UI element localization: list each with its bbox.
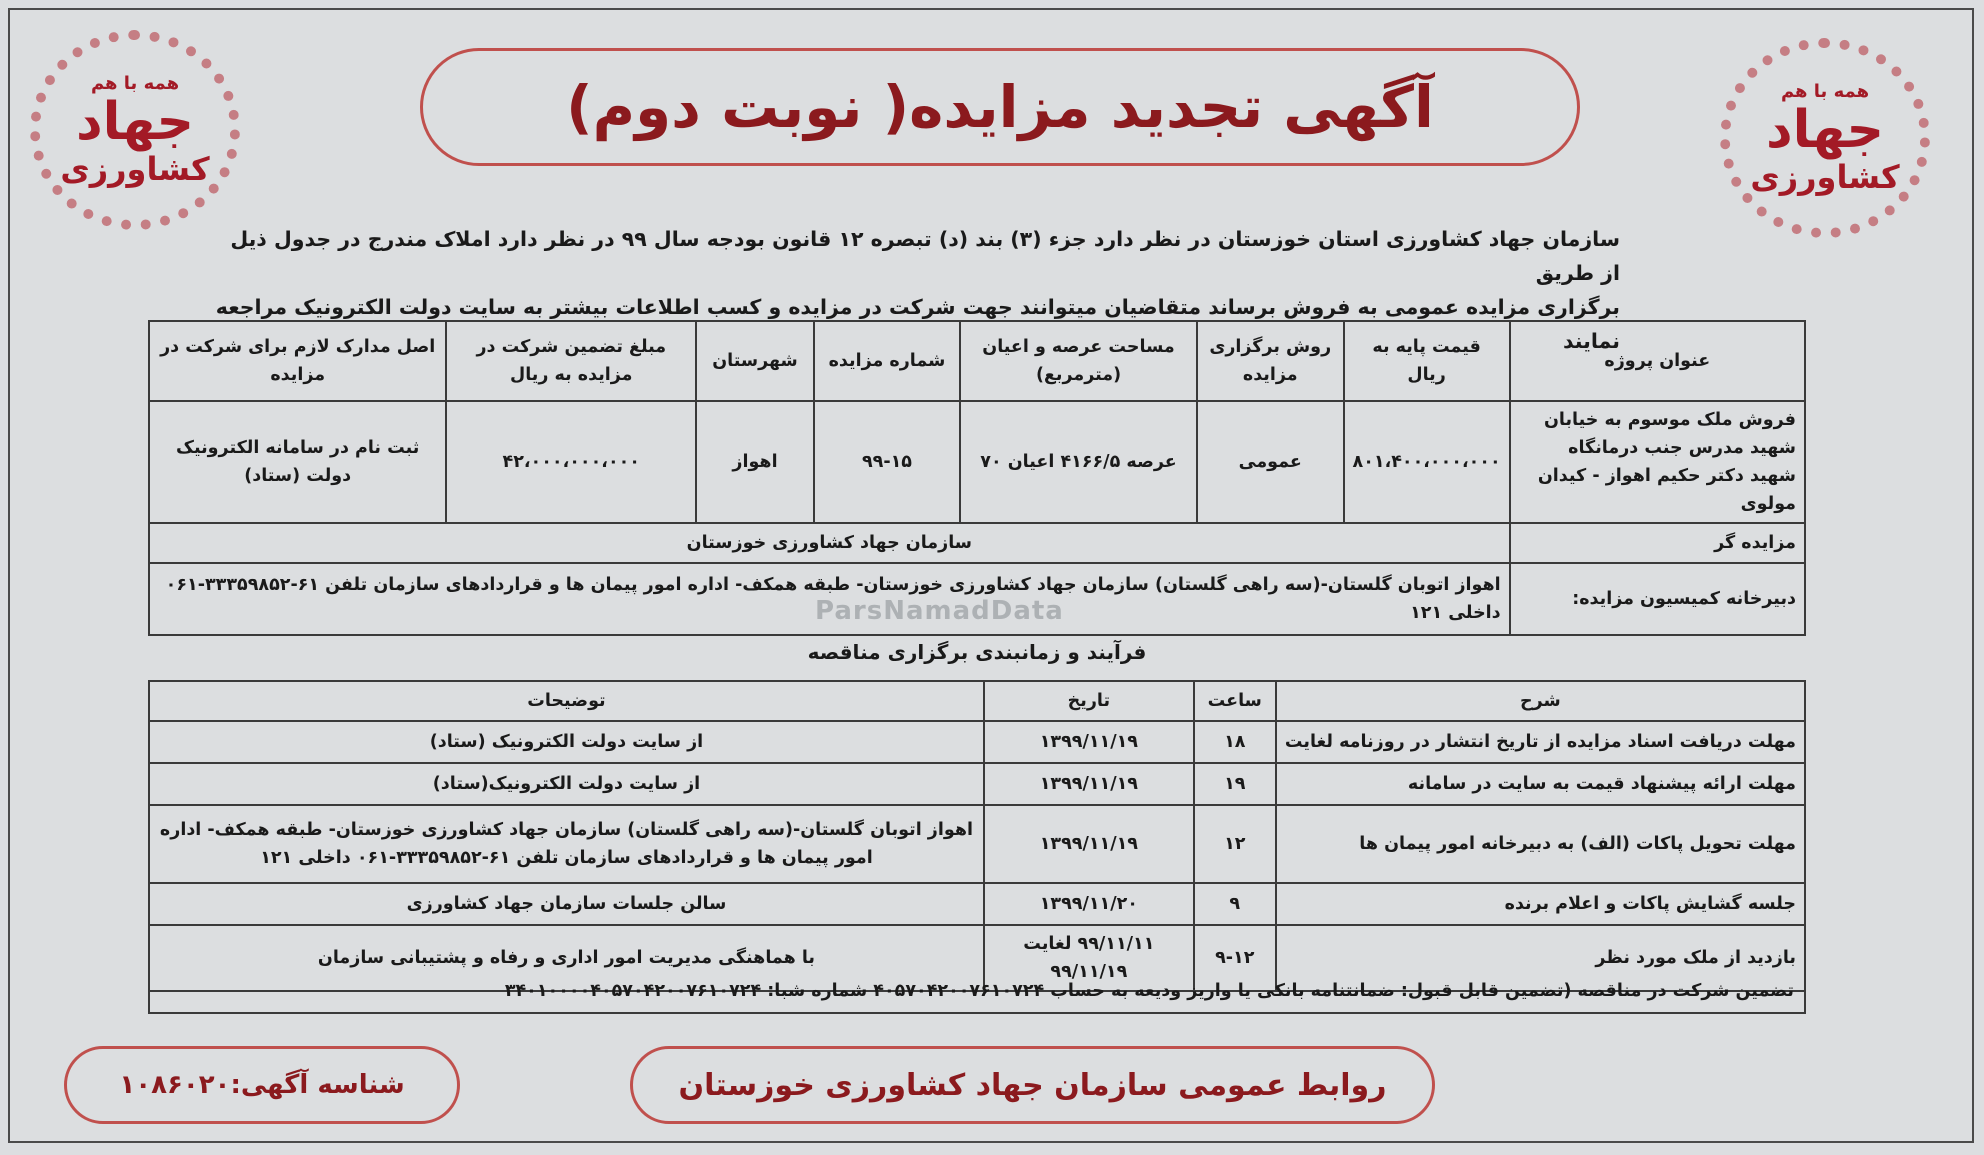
cell-documents: ثبت نام در سامانه الکترونیک دولت (ستاد) <box>149 401 446 523</box>
schedule-notes: با هماهنگی مدیریت امور اداری و رفاه و پشتیبانی سازمان <box>149 925 984 991</box>
cell-auction-number: ۹۹-۱۵ <box>814 401 960 523</box>
table-row <box>149 721 1805 763</box>
cell-city: اهواز <box>696 401 814 523</box>
schedule-notes: از سایت دولت الکترونیک(ستاد) <box>149 763 984 805</box>
header-area: مساحت عرصه و اعیان (مترمربع) <box>960 321 1197 401</box>
logo-mid-text: جهاد <box>76 91 195 152</box>
header-documents: اصل مدارک لازم برای شرکت در مزایده <box>149 321 446 401</box>
header-city: شهرستان <box>696 321 814 401</box>
logo-top-text: همه با هم <box>90 72 180 94</box>
auction-table <box>148 320 1806 636</box>
jahad-logo-right <box>1720 38 1930 238</box>
schedule-header-notes: توضیحات <box>149 681 984 721</box>
schedule-description: جلسه گشایش پاکات و اعلام برنده <box>1276 883 1805 925</box>
schedule-description: مهلت دریافت اسناد مزایده از تاریخ انتشار در روزنامه لغایت <box>1276 721 1805 763</box>
schedule-hour: ۱۲ <box>1194 805 1276 883</box>
table-row <box>149 805 1805 883</box>
cell-guarantee-amount: ۴۲،۰۰۰،۰۰۰،۰۰۰ <box>446 401 696 523</box>
header-base-price: قیمت پایه به ریال <box>1344 321 1510 401</box>
header-method: روش برگزاری مزایده <box>1197 321 1344 401</box>
schedule-date: ۱۳۹۹/۱۱/۱۹ <box>984 763 1194 805</box>
cell-base-price: ۸۰۱،۴۰۰،۰۰۰،۰۰۰ <box>1344 401 1510 523</box>
schedule-hour: ۱۸ <box>1194 721 1276 763</box>
table-row <box>149 883 1805 925</box>
schedule-table <box>148 680 1806 992</box>
auctioneer-value: سازمان جهاد کشاورزی خوزستان <box>149 523 1510 563</box>
jahad-logo-left <box>30 30 240 230</box>
schedule-header-hour: ساعت <box>1194 681 1276 721</box>
footer-public-relations: روابط عمومی سازمان جهاد کشاورزی خوزستان <box>630 1046 1435 1124</box>
schedule-header-date: تاریخ <box>984 681 1194 721</box>
cell-method: عمومی <box>1197 401 1344 523</box>
guarantee-note: تضمین شرکت در مناقصه (تضمین قابل قبول: ضمانتنامه بانکی یا واریز ودیعه به حساب ۴۰۵۷۰۴۲۰۰۷۶۱۰۷۲۴ شماره شبا: ۳۴۰۱۰۰۰۰۴۰۵۷۰۴۲۰۰۷۶۱۰۷۲۴ <box>148 978 1806 1014</box>
auctioneer-label: مزایده گر <box>1510 523 1805 563</box>
page-title: آگهی تجدید مزایده( نوبت دوم) <box>566 73 1434 141</box>
title-banner <box>420 48 1580 166</box>
header-guarantee-amount: مبلغ تضمین شرکت در مزایده به ریال <box>446 321 696 401</box>
header-project-title: عنوان پروژه <box>1510 321 1805 401</box>
logo-bottom-text: کشاورزی <box>1750 157 1900 196</box>
secretariat-label: دبیرخانه کمیسیون مزایده: <box>1510 563 1805 635</box>
schedule-date: ۱۳۹۹/۱۱/۱۹ <box>984 721 1194 763</box>
process-title: فرآیند و زمانبندی برگزاری مناقصه <box>807 640 1147 664</box>
footer-ad-id: شناسه آگهی:۱۰۸۶۰۲۰ <box>64 1046 460 1124</box>
intro-line: برگزاری مزایده عمومی به فروش برساند متقاضیان میتوانند جهت شرکت در مزایده و کسب اطلاعات بیشتر به سایت دولت الکترونیک مراجعه نمایند <box>215 295 1620 353</box>
schedule-hour: ۹-۱۲ <box>1194 925 1276 991</box>
logo-top-text: همه با هم <box>1780 80 1870 102</box>
schedule-date: ۱۳۹۹/۱۱/۲۰ <box>984 883 1194 925</box>
logo-bottom-text: کشاورزی <box>60 149 210 188</box>
logo-mid-text: جهاد <box>1766 99 1885 160</box>
schedule-header-description: شرح <box>1276 681 1805 721</box>
schedule-notes: سالن جلسات سازمان جهاد کشاورزی <box>149 883 984 925</box>
watermark: ParsNamadData <box>815 596 1064 626</box>
cell-project-title: فروش ملک موسوم به خیابان شهید مدرس جنب درمانگاه شهید دکتر حکیم اهواز - کیدان مولوی <box>1510 401 1805 523</box>
schedule-description: مهلت ارائه پیشنهاد قیمت به سایت در سامانه <box>1276 763 1805 805</box>
schedule-date: ۱۳۹۹/۱۱/۱۹ <box>984 805 1194 883</box>
schedule-description: مهلت تحویل پاکات (الف) به دبیرخانه امور پیمان ها <box>1276 805 1805 883</box>
secretariat-value: اهواز اتوبان گلستان-(سه راهی گلستان) سازمان جهاد کشاورزی خوزستان- طبقه همکف- اداره امور پیمان ها و قراردادهای سازمان تلفن ۶۱-۳۳۳۵۹۸۵۲-۰۶۱ داخلی ۱۲۱ <box>149 563 1510 635</box>
schedule-notes: از سایت دولت الکترونیک (ستاد) <box>149 721 984 763</box>
table-row <box>149 763 1805 805</box>
schedule-hour: ۹ <box>1194 883 1276 925</box>
header-auction-number: شماره مزایده <box>814 321 960 401</box>
schedule-description: بازدید از ملک مورد نظر <box>1276 925 1805 991</box>
cell-area: عرصه ۴۱۶۶/۵ اعیان ۷۰ <box>960 401 1197 523</box>
schedule-hour: ۱۹ <box>1194 763 1276 805</box>
schedule-date: ۹۹/۱۱/۱۱ لغایت ۹۹/۱۱/۱۹ <box>984 925 1194 991</box>
intro-line: سازمان جهاد کشاورزی استان خوزستان در نظر دارد جزء (۳) بند (د) تبصره ۱۲ قانون بودجه سال ۹۹ در نظر دارد املاک مندرج در جدول ذیل از طریق <box>230 227 1620 285</box>
schedule-notes: اهواز اتوبان گلستان-(سه راهی گلستان) سازمان جهاد کشاورزی خوزستان- طبقه همکف- اداره امور پیمان ها و قراردادهای سازمان تلفن ۶۱-۳۳۳۵۹۸۵۲-۰۶۱ داخلی ۱۲۱ <box>149 805 984 883</box>
